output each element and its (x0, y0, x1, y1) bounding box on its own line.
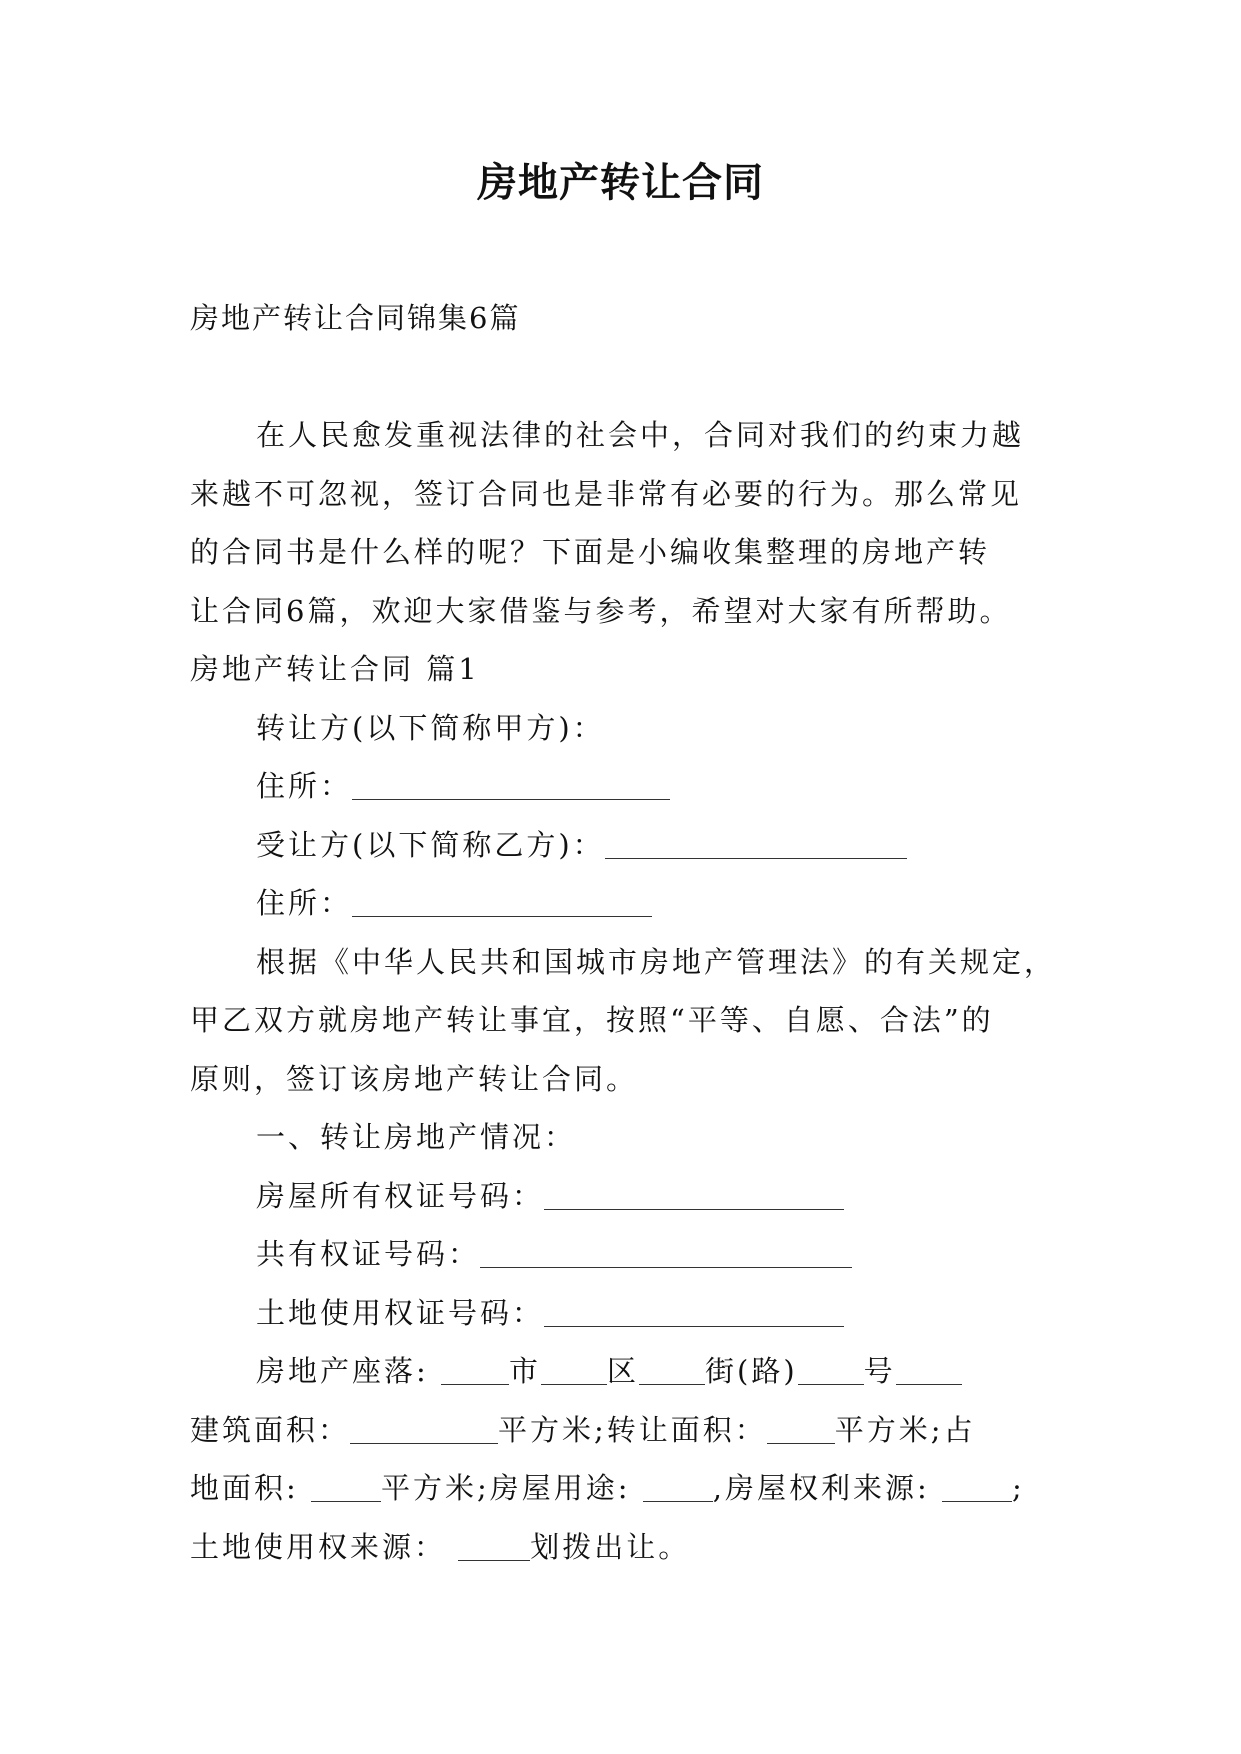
street-label: 街(路) (705, 1354, 798, 1388)
co-owner-cert-label: 共有权证号码： (256, 1237, 481, 1271)
intro-line: 让合同6篇，欢迎大家借鉴与参考，希望对大家有所帮助。 (190, 593, 1012, 628)
transferor-address-line (190, 757, 1070, 816)
intro-line: 在人民愈发重视法律的社会中，合同对我们的约束力越 (256, 418, 1025, 452)
fill-in-blank (544, 1300, 844, 1327)
land-area-label: 地面积: (190, 1471, 299, 1505)
land-area-unit: 平方米;房屋用途: (381, 1471, 631, 1505)
transferor-line (190, 699, 1070, 758)
fill-in-blank (458, 1534, 530, 1561)
basis-line: 甲乙双方就房地产转让事宜，按照“平等、自愿、合法”的 (190, 1003, 994, 1037)
house-right-source-label: ,房屋权利来源: (712, 1471, 930, 1505)
number-label: 号 (863, 1354, 896, 1388)
transferee-address-line (190, 874, 1070, 933)
land-area-line (190, 1459, 1070, 1518)
fill-in-blank (350, 1417, 498, 1444)
transferee-line (190, 816, 1070, 875)
intro-line: 的合同书是什么样的呢？下面是小编收集整理的房地产转 (190, 535, 991, 569)
house-cert-line (190, 1167, 1070, 1226)
fill-in-blank (541, 1358, 607, 1385)
land-source-label: 土地使用权来源： (190, 1529, 447, 1564)
line-end: ; (1011, 1471, 1025, 1505)
area-unit: 平方米;占 (834, 1412, 976, 1447)
district-label: 区 (607, 1354, 640, 1388)
location-label: 房地产座落: (256, 1354, 429, 1388)
house-cert-label: 房屋所有权证号码： (256, 1178, 545, 1213)
basis-line: 根据《中华人民共和国城市房地产管理法》的有关规定， (256, 944, 1057, 979)
land-source-line (190, 1518, 1070, 1577)
area-line (190, 1401, 1070, 1460)
land-source-options: 划拨出让。 (530, 1529, 691, 1564)
intro-line: 来越不可忽视，签订合同也是非常有必要的行为。那么常见 (190, 476, 1023, 511)
land-cert-label: 土地使用权证号码： (256, 1295, 545, 1330)
fill-in-blank (605, 832, 907, 859)
fill-in-blank (544, 1183, 844, 1210)
fill-in-blank (480, 1241, 852, 1268)
fill-in-blank (639, 1358, 705, 1385)
fill-in-blank (896, 1358, 962, 1385)
transferee-label: 受让方(以下简称乙方)： (256, 827, 605, 862)
fill-in-blank (441, 1358, 509, 1385)
fill-in-blank (352, 773, 670, 800)
clause-heading: 一、转让房地产情况： (256, 1120, 577, 1154)
document-subtitle: 房地产转让合同锦集6篇 (190, 301, 521, 335)
fill-in-blank (643, 1475, 713, 1502)
basis-line: 原则，签订该房地产转让合同。 (190, 1061, 639, 1096)
address-label: 住所： (256, 769, 353, 803)
fill-in-blank (311, 1475, 381, 1502)
document-body (190, 406, 1070, 1576)
city-label: 市 (509, 1354, 542, 1388)
document-title: 房地产转让合同 (477, 159, 764, 206)
fill-in-blank (352, 890, 652, 917)
location-line (190, 1342, 1070, 1401)
address-label: 住所： (256, 886, 353, 920)
fill-in-blank (767, 1417, 835, 1444)
co-owner-cert-line (190, 1225, 1070, 1284)
land-cert-line (190, 1284, 1070, 1343)
section-heading: 房地产转让合同 篇1 (190, 652, 480, 686)
building-area-label: 建筑面积： (190, 1412, 351, 1447)
fill-in-blank (942, 1475, 1012, 1502)
area-unit: 平方米;转让面积： (498, 1412, 767, 1447)
fill-in-blank (798, 1358, 864, 1385)
transferor-label: 转让方(以下简称甲方)： (256, 710, 605, 745)
